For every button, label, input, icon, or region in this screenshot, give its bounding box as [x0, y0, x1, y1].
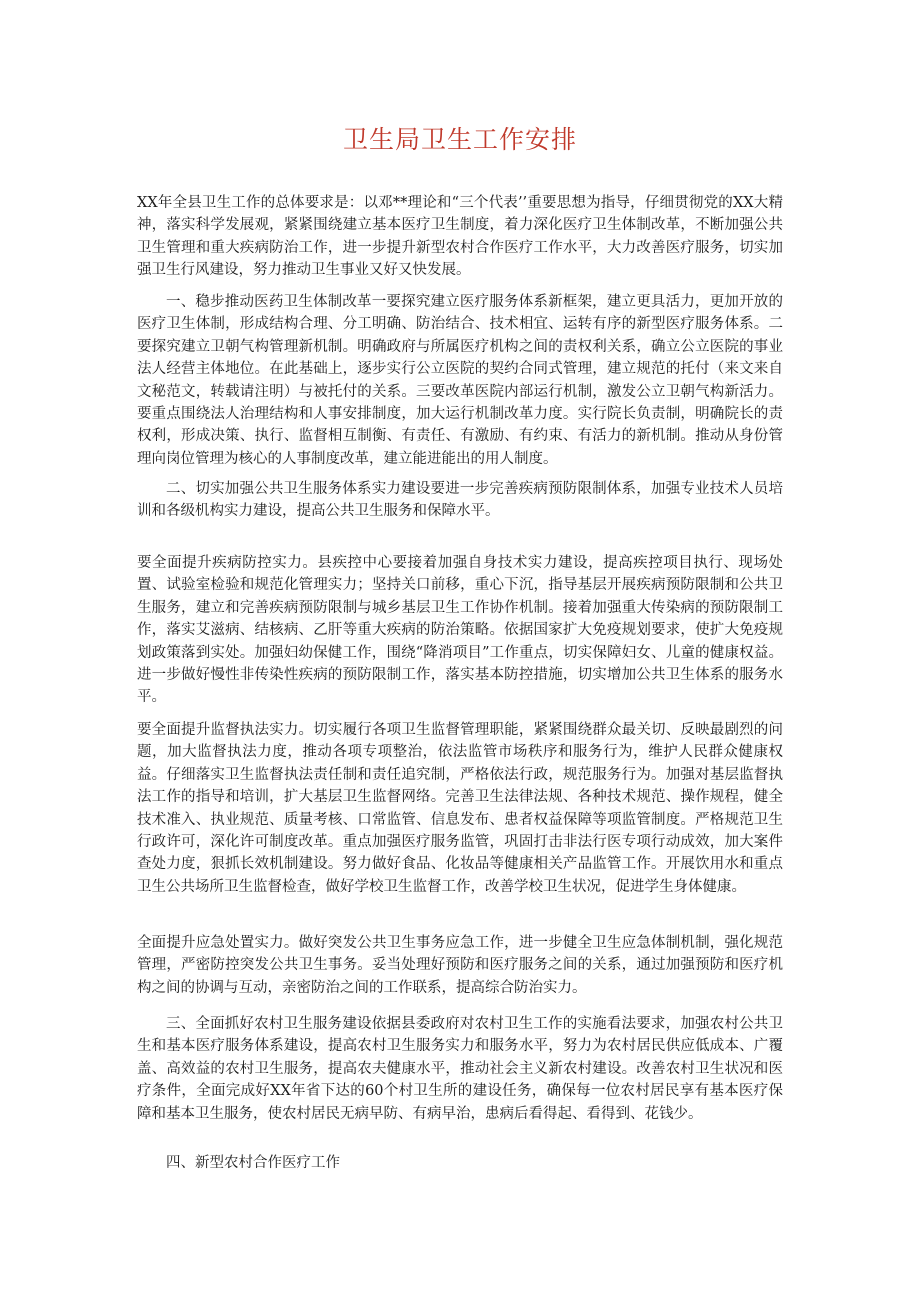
- paragraph-section-2-public-health: 二、切实加强公共卫生服务体系实力建设要进一步完善疾病预防限制体系，加强专业技术人员培训和各级机构实力建设，提高公共卫生服务和保障水平。: [137, 481, 783, 520]
- paragraph-section-4-heading: 四、新型农村合作医疗工作: [166, 1155, 340, 1171]
- paragraph-overall-requirements: XX年全县卫生工作的总体要求是：以邓**理论和“三个代表’’重要思想为指导，仔细贯彻党的XX大精神，落实科学发展观，紧紧围绕建立基本医疗卫生制度，着力深化医疗卫生体制改革，不断加强公共卫生管理和重大疾病防治工作，进一步提升新型农村合作医疗工作水平，大力改善医疗服务，切实加强卫生行风建设，努力推动卫生事业又好又快发展。: [137, 195, 783, 279]
- paragraph-emergency-response: 全面提升应急处置实力。做好突发公共卫生事务应急工作，进一步健全卫生应急体制机制，强化规范管理，严密防控突发公共卫生事务。妥当处理好预防和医疗服务之间的关系，通过加强预防和医疗机构之间的协调与互动，亲密防治之间的工作联系，提高综合防治实力。: [137, 935, 783, 996]
- paragraph-section-1-reform: 一、稳步推动医药卫生体制改革一要探究建立医疗服务体系新框架，建立更具活力，更加开放的医疗卫生体制，形成结构合理、分工明确、防治结合、技术相宜、运转有序的新型医疗服务体系。二要探究建立卫朝气构管理新机制。明确政府与所属医疗机构之间的责权利关系，确立公立医院的事业法人经营主体地位。在此基础上，逐步实行公立医院的契约合同式管理，建立规范的托付（来文来自文秘范文，转载请注明）与被托付的关系。三要改革医院内部运行机制，激发公立卫朝气构新活力。要重点围绕法人治理结构和人事安排制度，加大运行机制改革力度。实行院长负责制，明确院长的责权利，形成决策、执行、监督相互制衡、有责任、有激励、有约束、有活力的新机制。推动从身份管理向岗位管理为核心的人事制度改革，建立能进能出的用人制度。: [137, 294, 783, 467]
- paragraph-disease-control: 要全面提升疾病防控实力。县疾控中心要接着加强自身技术实力建设，提高疾控项目执行、现场处置、试验室检验和规范化管理实力；坚持关口前移，重心下沉，指导基层开展疾病预防限制和公共卫生服务，建立和完善疾病预防限制与城乡基层卫生工作协作机制。接着加强重大传染病的预防限制工作，落实艾滋病、结核病、乙肝等重大疾病的防治策略。依据国家扩大免疫规划要求，使扩大免疫规划政策落到实处。加强妇幼保健工作，围绕“降消项目”工作重点，切实保障妇女、儿童的健康权益。进一步做好慢性非传染性疾病的预防限制工作，落实基本防控措施，切实增加公共卫生体系的服务水平。: [137, 555, 783, 706]
- paragraph-section-3-rural-health: 三、全面抓好农村卫生服务建设依据县委政府对农村卫生工作的实施看法要求，加强农村公共卫生和基本医疗服务体系建设，提高农村卫生服务实力和服务水平，努力为农村居民供应低成本、广覆盖、高效益的农村卫生服务，提高农夫健康水平，推动社会主义新农村建设。改善农村卫生状况和医疗条件，全面完成好XX年省下达的60个村卫生所的建设任务，确保每一位农村居民享有基本医疗保障和基本卫生服务，使农村居民无病早防、有病早治，患病后看得起、看得到、花钱少。: [137, 1016, 783, 1122]
- page-title: 卫生局卫生工作安排: [342, 125, 577, 154]
- paragraph-supervision-enforcement: 要全面提升监督执法实力。切实履行各项卫生监督管理职能，紧紧围绕群众最关切、反映最剧烈的问题，加大监督执法力度，推动各项专项整治，依法监管市场秩序和服务行为，维护人民群众健康权益。仔细落实卫生监督执法责任制和责任追究制，严格依法行政，规范服务行为。加强对基层监督执法工作的指导和培训，扩大基层卫生监督网络。完善卫生法律法规、各种技术规范、操作规程，健全技术准入、执业规范、质量考核、口常监管、信息发布、患者权益保障等项监管制度。严格规范卫生行政许可，深化许可制度改革。重点加强医疗服务监管，巩固打击非法行医专项行动成效，加大案件查处力度，狠抓长效机制建设。努力做好食品、化妆品等健康相关产品监管工作。开展饮用水和重点卫生公共场所卫生监督检查，做好学校卫生监督工作，改善学校卫生状况，促进学生身体健康。: [137, 722, 783, 895]
